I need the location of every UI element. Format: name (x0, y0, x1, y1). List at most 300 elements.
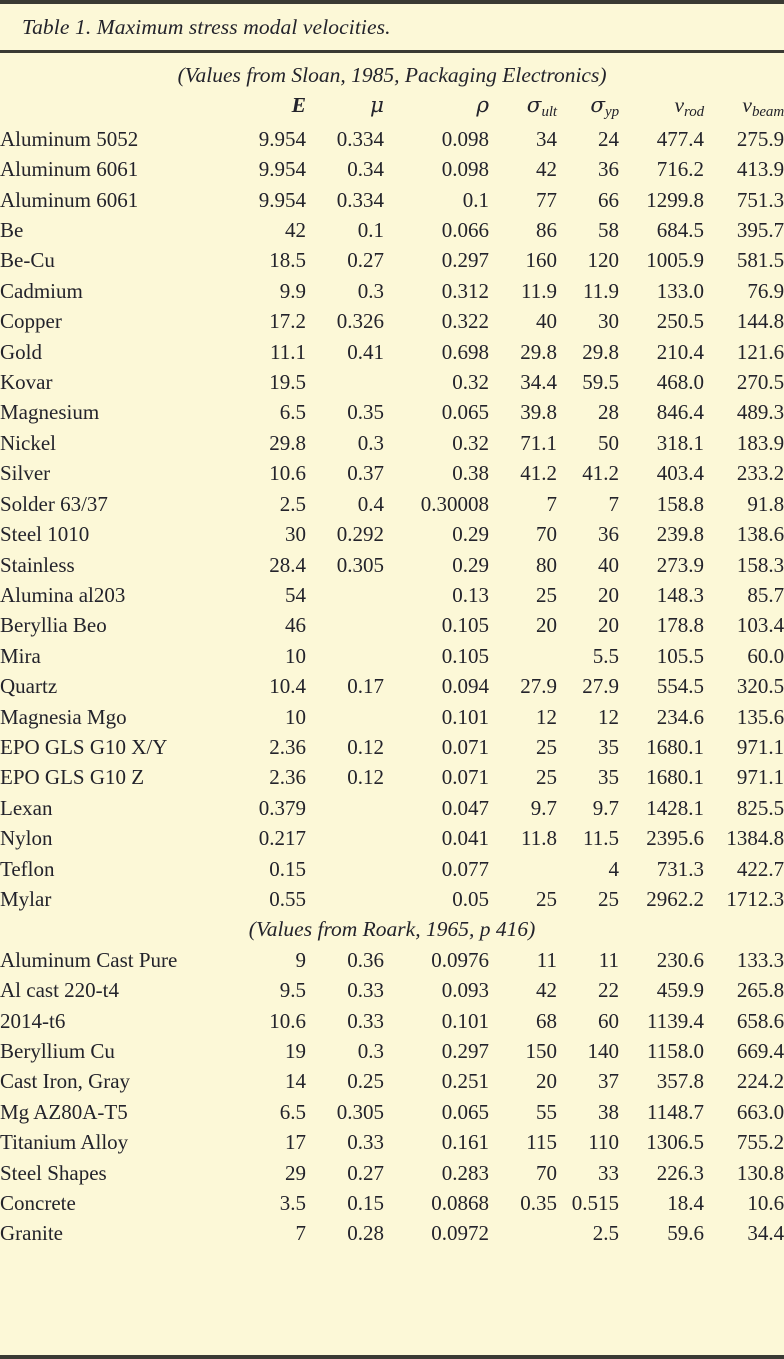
section-title-row (0, 914, 784, 944)
value-cell-vrod: 1158.0 (647, 1039, 704, 1063)
material-name-cell: Alumina al203 (0, 582, 126, 607)
value-cell-mu: 0.12 (347, 765, 384, 790)
value-cell-rho: 0.29 (452, 522, 489, 547)
value-cell-vrod: 250.5 (656, 309, 704, 334)
value-cell-E: 14 (285, 1069, 306, 1094)
value-cell-sult: 68 (536, 1008, 557, 1033)
value-cell-E: 46 (285, 613, 306, 638)
value-cell-E: 0.15 (269, 856, 306, 881)
value-cell-E: 2.36 (269, 734, 306, 759)
material-name-cell: EPO GLS G10 X/Y (0, 734, 168, 759)
value-cell-E: 54 (285, 582, 306, 607)
table-row (0, 550, 784, 580)
value-cell-sult (489, 1218, 557, 1248)
value-cell-mu (306, 580, 384, 610)
value-cell-E: 10 (285, 704, 306, 729)
value-cell-rho: 0.101 (441, 1008, 489, 1033)
value-cell-vrod: 105.5 (656, 643, 704, 668)
column-header-sigma_ult: σult (526, 93, 557, 121)
value-cell-sult: 25 (536, 582, 557, 607)
value-cell-sult: 7 (546, 491, 557, 516)
value-cell-mu: 0.27 (347, 248, 384, 273)
value-cell-rho: 0.312 (441, 278, 489, 303)
value-cell-E: 9 (295, 947, 306, 972)
value-cell-mu: 0.1 (357, 218, 384, 243)
value-cell-vrod: 148.3 (656, 582, 704, 607)
material-name-cell: Gold (0, 339, 42, 364)
value-cell-vrod: 273.9 (656, 552, 704, 577)
material-name-cell: Teflon (0, 856, 55, 881)
value-cell-rho: 0.283 (441, 1160, 489, 1185)
value-cell-rho: 0.161 (441, 1130, 489, 1155)
value-cell-mu: 0.41 (347, 339, 384, 364)
value-cell-sult: 20 (536, 613, 557, 638)
value-cell-E: 2.5 (279, 491, 306, 516)
material-name-cell: Concrete (0, 1191, 76, 1216)
value-cell-syp: 28 (598, 400, 619, 425)
value-cell-rho: 0.071 (441, 765, 489, 790)
value-cell-vbeam: 320.5 (736, 674, 784, 699)
value-cell-vrod: 1680.1 (646, 734, 704, 759)
value-cell-vrod: 731.3 (656, 856, 704, 881)
material-name-cell: Beryllium Cu (0, 1039, 115, 1063)
material-name-cell: Magnesium (0, 400, 100, 425)
material-name-cell: Nylon (0, 826, 53, 851)
value-cell-rho: 0.071 (441, 734, 489, 759)
value-cell-mu: 0.28 (347, 1221, 384, 1246)
table-row (0, 1066, 784, 1096)
material-name-cell: Cast Iron, Gray (0, 1069, 131, 1094)
value-cell-E: 28.4 (269, 552, 306, 577)
table-row (0, 428, 784, 458)
value-cell-mu (306, 884, 384, 914)
column-header-v_rod: vrod (674, 93, 704, 121)
value-cell-vrod: 459.9 (656, 978, 704, 1003)
value-cell-mu: 0.33 (347, 978, 384, 1003)
value-cell-E: 9.9 (279, 278, 306, 303)
value-cell-syp: 41.2 (582, 461, 619, 486)
value-cell-vbeam: 663.0 (736, 1099, 784, 1124)
value-cell-rho: 0.698 (441, 339, 489, 364)
value-cell-mu: 0.326 (336, 309, 384, 334)
value-cell-vbeam: 971.1 (736, 765, 784, 790)
value-cell-syp: 22 (598, 978, 619, 1003)
value-cell-syp: 59.5 (582, 370, 619, 395)
table-row (0, 519, 784, 549)
value-cell-E: 18.5 (269, 248, 306, 273)
value-cell-E: 0.217 (258, 826, 306, 851)
material-name-cell: Steel 1010 (0, 522, 90, 547)
value-cell-vbeam: 133.3 (736, 947, 784, 972)
value-cell-syp: 140 (587, 1039, 619, 1063)
value-cell-mu: 0.305 (336, 552, 384, 577)
table-row (0, 1218, 784, 1248)
value-cell-vrod: 1428.1 (646, 795, 704, 820)
value-cell-rho: 0.065 (441, 400, 489, 425)
value-cell-vrod: 1148.7 (647, 1099, 704, 1124)
value-cell-vbeam: 1384.8 (726, 826, 784, 851)
value-cell-syp: 9.7 (592, 795, 619, 820)
value-cell-vbeam: 489.3 (736, 400, 784, 425)
value-cell-syp: 25 (598, 886, 619, 911)
value-cell-sult: 160 (525, 248, 557, 273)
value-cell-mu: 0.334 (336, 187, 384, 212)
column-header-material (0, 90, 232, 123)
value-cell-E: 11.1 (270, 339, 306, 364)
table-row (0, 489, 784, 519)
value-cell-sult: 25 (536, 734, 557, 759)
value-cell-E: 29 (285, 1160, 306, 1185)
material-name-cell: Mg AZ80A-T5 (0, 1099, 128, 1124)
value-cell-mu: 0.33 (347, 1008, 384, 1033)
section-title: (Values from Roark, 1965, p 416) (248, 917, 536, 942)
modal-velocities-table (0, 60, 784, 1249)
value-cell-mu: 0.292 (336, 522, 384, 547)
value-cell-rho: 0.098 (441, 157, 489, 182)
value-cell-syp: 40 (598, 552, 619, 577)
value-cell-vrod: 684.5 (656, 218, 704, 243)
value-cell-sult: 80 (536, 552, 557, 577)
value-cell-E: 10.6 (269, 461, 306, 486)
value-cell-sult: 34 (536, 126, 557, 151)
value-cell-E: 9.5 (279, 978, 306, 1003)
value-cell-syp: 4 (608, 856, 619, 881)
value-cell-syp: 30 (598, 309, 619, 334)
value-cell-vbeam: 825.5 (736, 795, 784, 820)
value-cell-rho: 0.297 (441, 1039, 489, 1063)
value-cell-mu (306, 702, 384, 732)
value-cell-vrod: 2395.6 (646, 826, 704, 851)
value-cell-vbeam: 121.6 (736, 339, 784, 364)
value-cell-vrod: 716.2 (656, 157, 704, 182)
value-cell-sult: 115 (526, 1130, 557, 1155)
table-row (0, 306, 784, 336)
column-header-mu: μ (370, 93, 384, 119)
material-name-cell: Nickel (0, 430, 56, 455)
value-cell-vbeam: 158.3 (736, 552, 784, 577)
table-row (0, 671, 784, 701)
value-cell-syp: 58 (598, 218, 619, 243)
value-cell-sult: 29.8 (520, 339, 557, 364)
value-cell-vbeam: 76.9 (747, 278, 784, 303)
material-name-cell: Steel Shapes (0, 1160, 107, 1185)
value-cell-syp: 38 (598, 1099, 619, 1124)
value-cell-vbeam: 422.7 (736, 856, 784, 881)
value-cell-rho: 0.066 (441, 218, 489, 243)
value-cell-vbeam: 751.3 (736, 187, 784, 212)
value-cell-mu: 0.35 (347, 400, 384, 425)
value-cell-sult: 0.35 (520, 1191, 557, 1216)
material-name-cell: Kovar (0, 370, 53, 395)
column-header-v_beam: vbeam (742, 93, 784, 121)
value-cell-sult (489, 854, 557, 884)
value-cell-rho: 0.047 (441, 795, 489, 820)
table-row (0, 1097, 784, 1127)
value-cell-rho: 0.32 (452, 430, 489, 455)
table-row (0, 124, 784, 154)
value-cell-vrod: 158.8 (656, 491, 704, 516)
value-cell-vrod: 239.8 (656, 522, 704, 547)
value-cell-E: 42 (285, 218, 306, 243)
value-cell-rho: 0.105 (441, 643, 489, 668)
material-name-cell: Beryllia Beo (0, 613, 107, 638)
value-cell-mu: 0.34 (347, 157, 384, 182)
value-cell-sult: 25 (536, 886, 557, 911)
value-cell-rho: 0.0972 (431, 1221, 489, 1246)
value-cell-E: 9.954 (258, 187, 306, 212)
table-row (0, 641, 784, 671)
value-cell-E: 10.6 (269, 1008, 306, 1033)
table-row (0, 610, 784, 640)
value-cell-vbeam: 144.8 (736, 309, 784, 334)
value-cell-vbeam: 270.5 (736, 370, 784, 395)
value-cell-vbeam: 103.4 (736, 613, 784, 638)
value-cell-E: 9.954 (258, 157, 306, 182)
material-name-cell: Silver (0, 461, 51, 486)
value-cell-mu (306, 367, 384, 397)
value-cell-sult: 71.1 (520, 430, 557, 455)
value-cell-mu: 0.4 (357, 491, 384, 516)
material-name-cell: Mylar (0, 886, 52, 911)
value-cell-sult: 42 (536, 978, 557, 1003)
value-cell-sult: 42 (536, 157, 557, 182)
value-cell-vbeam: 224.2 (736, 1069, 784, 1094)
value-cell-syp: 2.5 (592, 1221, 619, 1246)
table-row (0, 1127, 784, 1157)
value-cell-E: 6.5 (279, 400, 306, 425)
table-row (0, 823, 784, 853)
value-cell-vrod: 403.4 (656, 461, 704, 486)
table-caption: Table 1. Maximum stress modal velocities. (22, 15, 391, 39)
material-name-cell: 2014-t6 (0, 1008, 66, 1033)
value-cell-E: 6.5 (279, 1099, 306, 1124)
value-cell-sult: 12 (536, 704, 557, 729)
value-cell-E: 9.954 (258, 126, 306, 151)
value-cell-vbeam: 413.9 (736, 157, 784, 182)
table-row (0, 215, 784, 245)
value-cell-sult: 11.8 (521, 826, 557, 851)
value-cell-rho: 0.251 (441, 1069, 489, 1094)
value-cell-E: 17.2 (269, 309, 306, 334)
column-header-E: E (291, 93, 306, 118)
value-cell-syp: 24 (598, 126, 619, 151)
value-cell-vrod: 318.1 (656, 430, 704, 455)
material-name-cell: EPO GLS G10 Z (0, 765, 145, 790)
table-caption-band (0, 4, 784, 53)
value-cell-mu: 0.3 (357, 278, 384, 303)
value-cell-vbeam: 85.7 (747, 582, 784, 607)
material-name-cell: Lexan (0, 795, 53, 820)
value-cell-mu: 0.3 (357, 1039, 384, 1063)
value-cell-sult: 11 (536, 947, 557, 972)
material-name-cell: Aluminum 6061 (0, 157, 139, 182)
value-cell-mu: 0.15 (347, 1191, 384, 1216)
value-cell-vbeam: 60.0 (747, 643, 784, 668)
value-cell-E: 7 (295, 1221, 306, 1246)
material-name-cell: Stainless (0, 552, 75, 577)
table-row (0, 397, 784, 427)
value-cell-E: 29.8 (269, 430, 306, 455)
value-cell-vrod: 1306.5 (646, 1130, 704, 1155)
value-cell-sult: 150 (525, 1039, 557, 1063)
value-cell-syp: 36 (598, 522, 619, 547)
value-cell-mu (306, 793, 384, 823)
value-cell-vrod: 1139.4 (647, 1008, 704, 1033)
value-cell-sult: 55 (536, 1099, 557, 1124)
table-row (0, 1158, 784, 1188)
value-cell-mu (306, 823, 384, 853)
value-cell-syp: 33 (598, 1160, 619, 1185)
value-cell-mu: 0.12 (347, 734, 384, 759)
material-name-cell: Magnesia Mgo (0, 704, 127, 729)
value-cell-vbeam: 91.8 (747, 491, 784, 516)
value-cell-syp: 36 (598, 157, 619, 182)
value-cell-vrod: 18.4 (667, 1191, 704, 1216)
value-cell-rho: 0.098 (441, 126, 489, 151)
value-cell-E: 10.4 (269, 674, 306, 699)
value-cell-sult: 39.8 (520, 400, 557, 425)
value-cell-syp: 66 (598, 187, 619, 212)
material-name-cell: Aluminum Cast Pure (0, 947, 178, 972)
value-cell-mu: 0.37 (347, 461, 384, 486)
value-cell-syp: 37 (598, 1069, 619, 1094)
value-cell-rho: 0.093 (441, 978, 489, 1003)
value-cell-rho: 0.0976 (431, 947, 489, 972)
material-name-cell: Mira (0, 643, 41, 668)
table-row (0, 580, 784, 610)
value-cell-vbeam: 135.6 (736, 704, 784, 729)
table-row (0, 793, 784, 823)
material-name-cell: Quartz (0, 674, 58, 699)
value-cell-syp: 20 (598, 582, 619, 607)
table-row (0, 854, 784, 884)
value-cell-sult: 40 (536, 309, 557, 334)
value-cell-vrod: 554.5 (656, 674, 704, 699)
value-cell-rho: 0.13 (452, 582, 489, 607)
value-cell-vbeam: 130.8 (736, 1160, 784, 1185)
value-cell-syp: 60 (598, 1008, 619, 1033)
column-header-row (0, 90, 784, 123)
value-cell-vbeam: 971.1 (736, 734, 784, 759)
value-cell-mu: 0.27 (347, 1160, 384, 1185)
column-header-sigma_yp: σyp (590, 93, 619, 121)
material-name-cell: Aluminum 5052 (0, 126, 139, 151)
table-row (0, 367, 784, 397)
value-cell-vrod: 226.3 (656, 1160, 704, 1185)
table-row (0, 762, 784, 792)
value-cell-vbeam: 658.6 (736, 1008, 784, 1033)
value-cell-vbeam: 233.2 (736, 461, 784, 486)
value-cell-sult: 41.2 (520, 461, 557, 486)
value-cell-rho: 0.065 (441, 1099, 489, 1124)
column-header-rho: ρ (476, 93, 489, 119)
value-cell-mu: 0.17 (347, 674, 384, 699)
value-cell-rho: 0.0868 (431, 1191, 489, 1216)
value-cell-sult: 20 (536, 1069, 557, 1094)
value-cell-vbeam: 34.4 (747, 1221, 784, 1246)
table-row (0, 884, 784, 914)
value-cell-vrod: 2962.2 (646, 886, 704, 911)
section-title: (Values from Sloan, 1985, Packaging Electronics) (177, 63, 607, 87)
value-cell-syp: 120 (587, 248, 619, 273)
value-cell-mu: 0.3 (357, 430, 384, 455)
material-name-cell: Titanium Alloy (0, 1130, 129, 1155)
value-cell-rho: 0.041 (441, 826, 489, 851)
material-name-cell: Copper (0, 309, 62, 334)
value-cell-syp: 20 (598, 613, 619, 638)
table-row (0, 1188, 784, 1218)
material-name-cell: Be-Cu (0, 248, 55, 273)
value-cell-syp: 27.9 (582, 674, 619, 699)
value-cell-rho: 0.077 (441, 856, 489, 881)
table-row (0, 337, 784, 367)
table-row (0, 945, 784, 975)
value-cell-vbeam: 395.7 (736, 218, 784, 243)
value-cell-sult: 27.9 (520, 674, 557, 699)
table-row (0, 276, 784, 306)
value-cell-E: 19 (285, 1039, 306, 1063)
value-cell-vrod: 357.8 (656, 1069, 704, 1094)
value-cell-vbeam: 10.6 (747, 1191, 784, 1216)
value-cell-E: 10 (285, 643, 306, 668)
table-row (0, 975, 784, 1005)
value-cell-vbeam: 581.5 (736, 248, 784, 273)
value-cell-E: 19.5 (269, 370, 306, 395)
value-cell-vbeam: 669.4 (736, 1039, 784, 1063)
value-cell-sult: 70 (536, 1160, 557, 1185)
value-cell-syp: 11.9 (583, 278, 619, 303)
value-cell-vbeam: 265.8 (736, 978, 784, 1003)
section-title-row (0, 60, 784, 90)
value-cell-E: 2.36 (269, 765, 306, 790)
material-name-cell: Be (0, 218, 24, 243)
material-name-cell: Al cast 220-t4 (0, 978, 119, 1003)
value-cell-mu: 0.33 (347, 1130, 384, 1155)
value-cell-vrod: 234.6 (656, 704, 704, 729)
value-cell-syp: 50 (598, 430, 619, 455)
value-cell-syp: 0.515 (571, 1191, 619, 1216)
value-cell-sult: 25 (536, 765, 557, 790)
value-cell-mu: 0.36 (347, 947, 384, 972)
value-cell-syp: 110 (588, 1130, 619, 1155)
value-cell-rho: 0.1 (462, 187, 489, 212)
value-cell-rho: 0.30008 (420, 491, 489, 516)
value-cell-vbeam: 275.9 (736, 126, 784, 151)
value-cell-vbeam: 138.6 (736, 522, 784, 547)
value-cell-rho: 0.297 (441, 248, 489, 273)
table-row (0, 1036, 784, 1066)
table-row (0, 702, 784, 732)
value-cell-syp: 11.5 (583, 826, 619, 851)
value-cell-syp: 7 (608, 491, 619, 516)
value-cell-vrod: 468.0 (656, 370, 704, 395)
table-row (0, 458, 784, 488)
value-cell-syp: 29.8 (582, 339, 619, 364)
value-cell-E: 0.55 (269, 886, 306, 911)
material-name-cell: Cadmium (0, 278, 83, 303)
table-row (0, 154, 784, 184)
value-cell-vrod: 133.0 (656, 278, 704, 303)
value-cell-mu (306, 610, 384, 640)
value-cell-E: 30 (285, 522, 306, 547)
table-row (0, 1006, 784, 1036)
value-cell-rho: 0.322 (441, 309, 489, 334)
value-cell-vrod: 846.4 (656, 400, 704, 425)
value-cell-mu: 0.334 (336, 126, 384, 151)
value-cell-mu (306, 641, 384, 671)
value-cell-vrod: 59.6 (667, 1221, 704, 1246)
value-cell-rho: 0.32 (452, 370, 489, 395)
